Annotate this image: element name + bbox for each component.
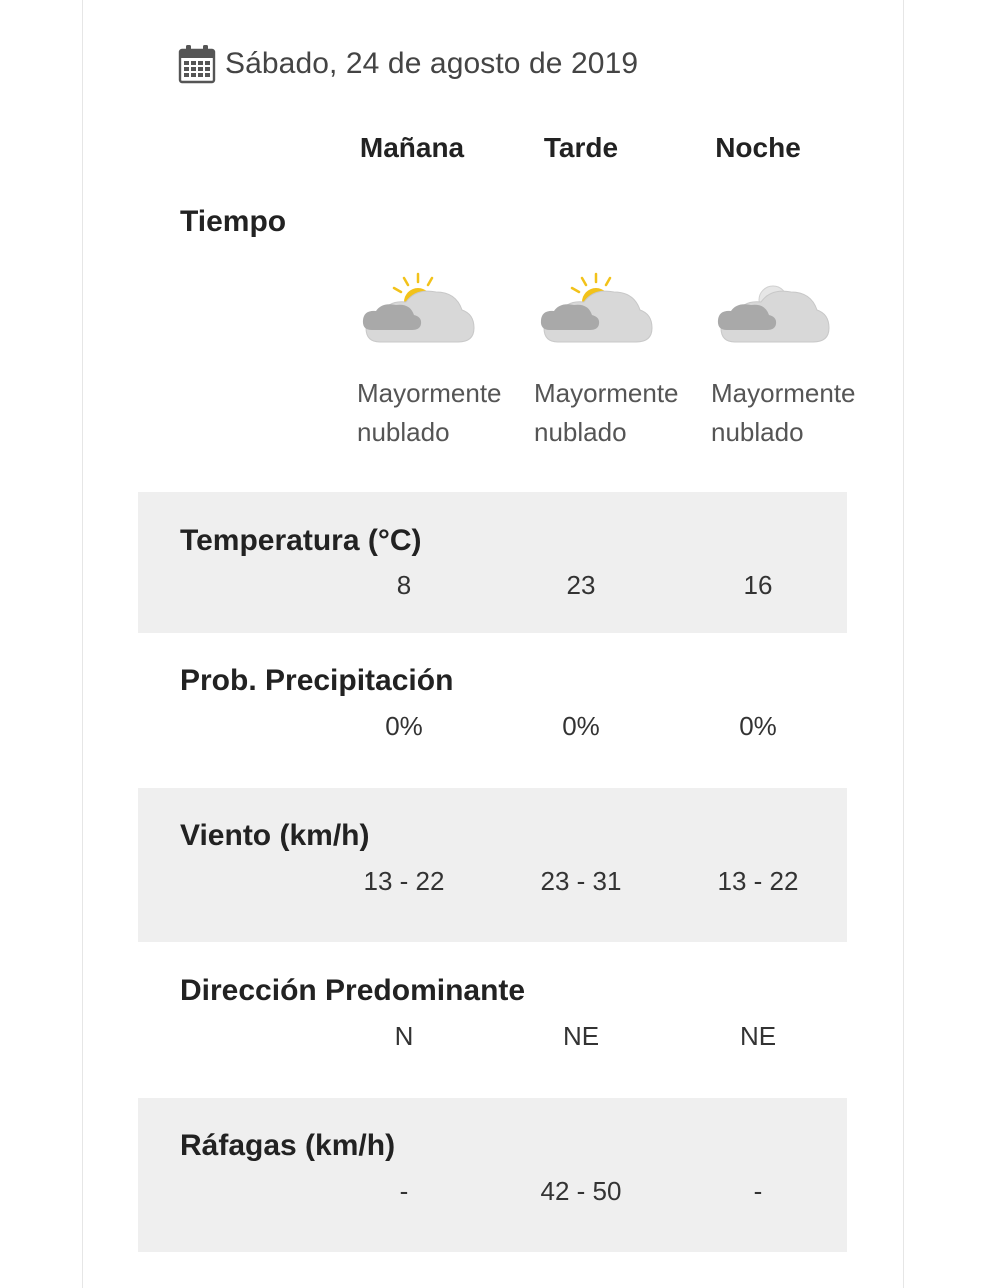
- description-line: Mayormente: [534, 378, 679, 408]
- gusts-label: Ráfagas (km/h): [180, 1129, 396, 1162]
- temperature-afternoon: 23: [566, 570, 596, 600]
- temperature-row: [138, 492, 847, 633]
- weather-description-morning: [357, 374, 527, 452]
- description-line: Mayormente: [711, 378, 856, 408]
- weather-description-afternoon: [534, 374, 704, 452]
- wind-label: Viento (km/h): [180, 819, 370, 852]
- partly-cloudy-day-icon: [536, 270, 656, 350]
- wind-direction-morning: N: [394, 1021, 414, 1051]
- gusts-morning: -: [399, 1176, 409, 1206]
- temperature-label: Temperatura (°C): [180, 524, 422, 557]
- wind-direction-label: Dirección Predominante: [180, 974, 526, 1007]
- partly-cloudy-day-icon: [358, 270, 478, 350]
- wind-night: 13 - 22: [717, 866, 799, 896]
- partly-cloudy-night-icon: [713, 270, 833, 350]
- column-header-afternoon: Tarde: [543, 132, 619, 163]
- temperature-morning: 8: [396, 570, 412, 600]
- description-line: Mayormente: [357, 378, 502, 408]
- precipitation-morning: 0%: [385, 711, 423, 741]
- gusts-afternoon: 42 - 50: [540, 1176, 622, 1206]
- calendar-icon: [178, 44, 216, 84]
- wind-direction-afternoon: NE: [562, 1021, 600, 1051]
- wind-direction-night: NE: [739, 1021, 777, 1051]
- column-header-morning: Mañana: [359, 132, 465, 163]
- wind-row: [138, 788, 847, 942]
- gusts-night: -: [753, 1176, 763, 1206]
- temperature-night: 16: [743, 570, 773, 600]
- description-line: nublado: [357, 417, 450, 447]
- precipitation-label: Prob. Precipitación: [180, 664, 454, 697]
- weather-label: Tiempo: [180, 205, 287, 238]
- wind-afternoon: 23 - 31: [540, 866, 622, 896]
- wind-morning: 13 - 22: [363, 866, 445, 896]
- precipitation-night: 0%: [739, 711, 777, 741]
- date-text: Sábado, 24 de agosto de 2019: [225, 47, 639, 80]
- column-header-night: Noche: [715, 132, 801, 163]
- precipitation-afternoon: 0%: [562, 711, 600, 741]
- date-header: [178, 40, 638, 88]
- description-line: nublado: [534, 417, 627, 447]
- weather-description-night: [711, 374, 881, 452]
- forecast-card: [82, 0, 904, 1288]
- description-line: nublado: [711, 417, 804, 447]
- gusts-row: [138, 1098, 847, 1252]
